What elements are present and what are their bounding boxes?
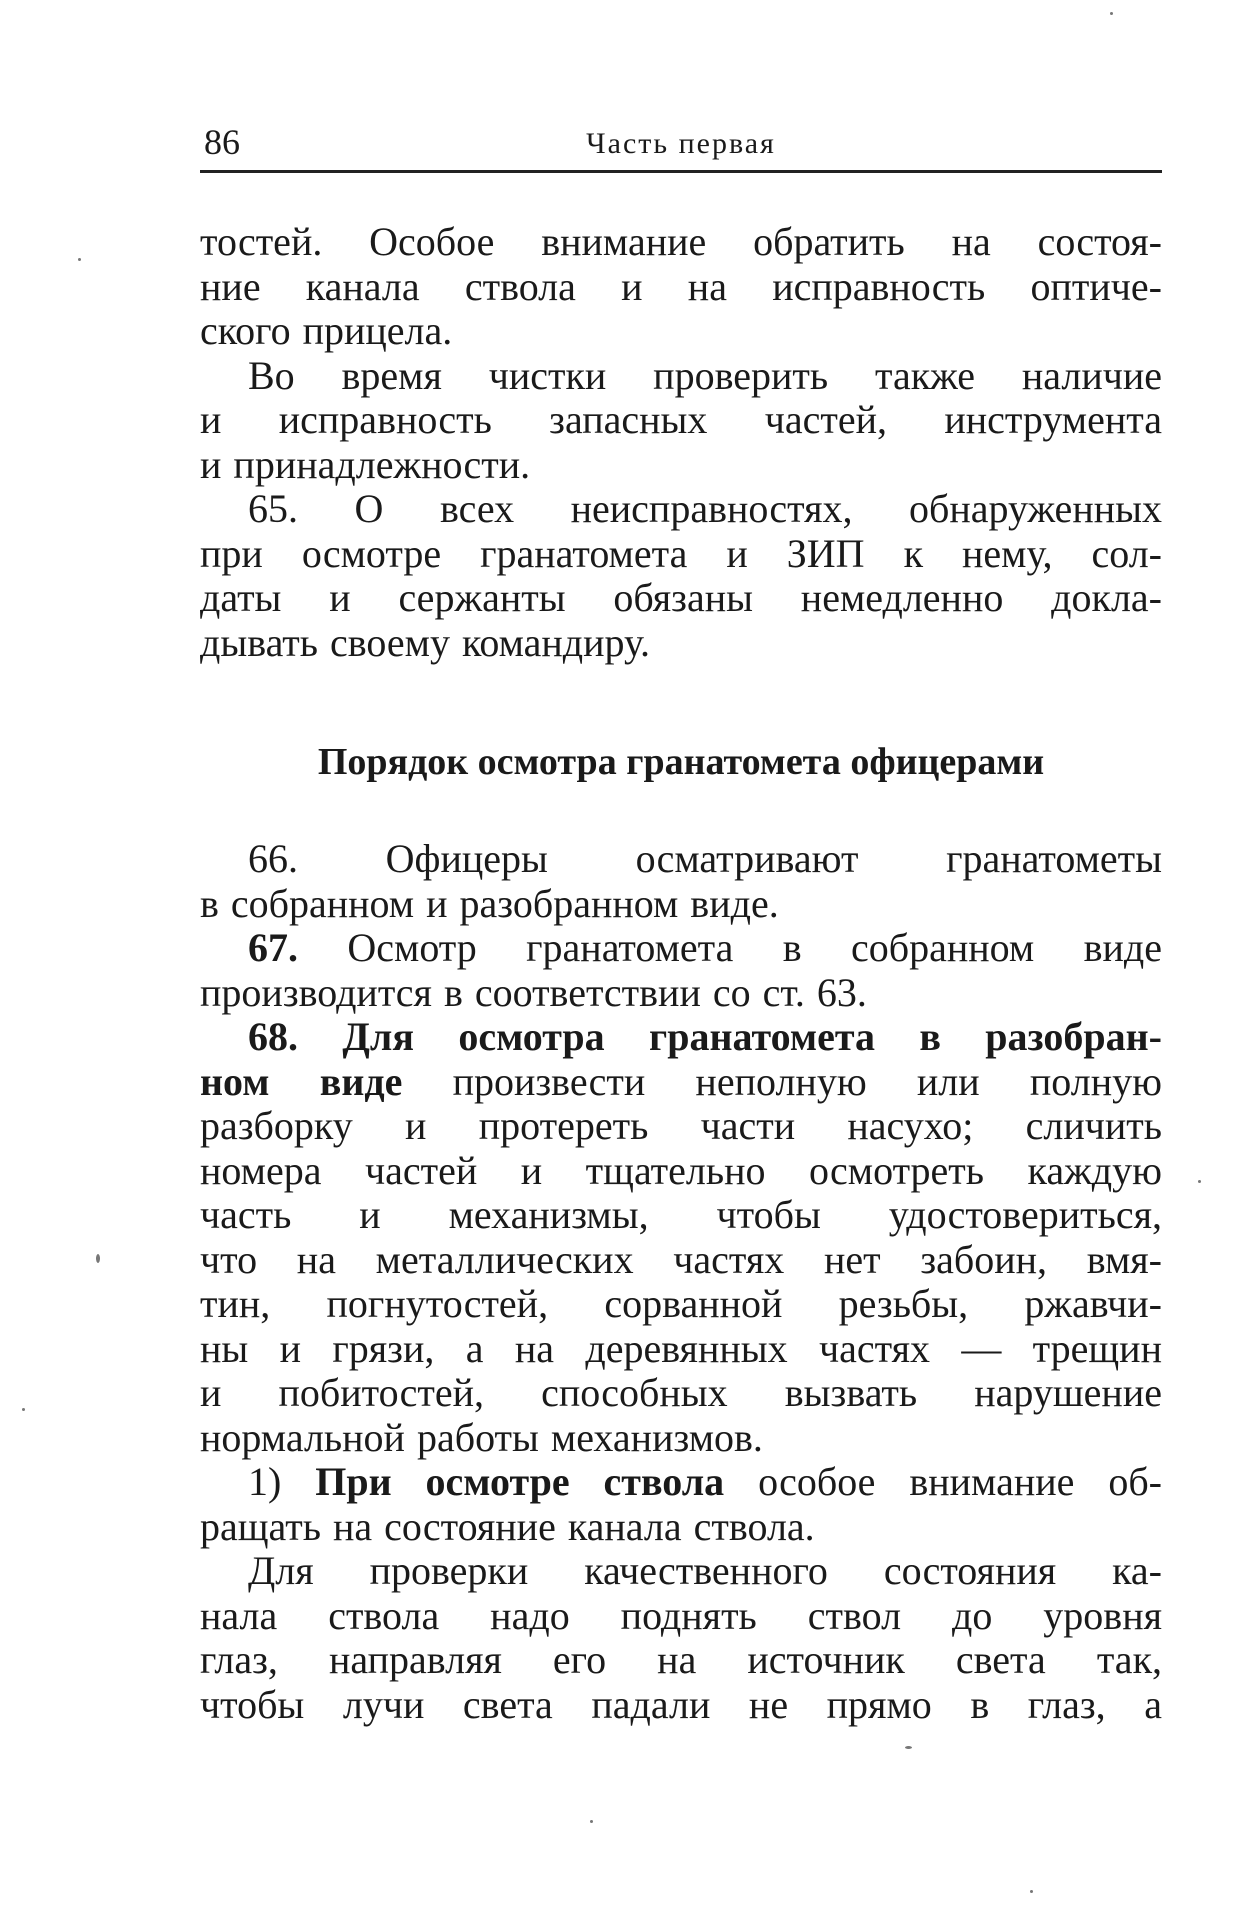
page-header (200, 118, 1162, 173)
text-line: и побитостей, способных вызвать нарушение (200, 1370, 1162, 1415)
scan-speck (1198, 1180, 1201, 1183)
text-line: что на металлических частях нет забоин, вмя- (200, 1236, 1162, 1282)
bold-lead: ном виде (200, 1058, 403, 1104)
scan-speck (78, 258, 81, 261)
paragraph (200, 1549, 1162, 1727)
text-line (200, 926, 1162, 971)
text-line: нормальной работы механизмов. (200, 1414, 763, 1460)
text-line: разборку и протереть части насухо; сличить (200, 1103, 1162, 1148)
paragraph-number: 67. (248, 925, 298, 970)
text-line: производится в соответствии со ст. 63. (200, 969, 867, 1015)
text-line: тостей. Особое внимание обратить на состоя- (200, 219, 1162, 264)
scan-speck (22, 1408, 25, 1411)
text-line: глаз, направляя его на источник света так, (200, 1637, 1162, 1682)
paragraph-68 (200, 1015, 1162, 1460)
page-body (200, 220, 1162, 1727)
text-line: и принадлежности. (200, 441, 531, 487)
text-line: ращать на состояние канала ствола. (200, 1503, 815, 1549)
text-line: дывать своему командиру. (200, 619, 651, 665)
text-line: Для проверки качественного состояния ка- (248, 1548, 1162, 1593)
text-line: 66. Офицеры осматривают гранатометы (248, 836, 1162, 881)
paragraph-67 (200, 926, 1162, 1015)
text-line: ского прицела. (200, 308, 453, 353)
scan-speck (96, 1254, 100, 1263)
text-line: номера частей и тщательно осмотреть каждую (200, 1147, 1162, 1193)
page-number: 86 (204, 122, 240, 162)
text-line: нала ствола надо поднять ствол до уровня (200, 1592, 1162, 1638)
paragraph-66 (200, 837, 1162, 926)
text-line: ны и грязи, а на деревянных частях — трещин (200, 1325, 1162, 1371)
scan-speck (1110, 12, 1113, 15)
text-line: Во время чистки проверить также наличие (248, 352, 1162, 398)
text-line: в собранном и разобранном виде. (200, 880, 779, 926)
paragraph-65 (200, 487, 1162, 665)
section-heading: Порядок осмотра гранатомета офицерами (317, 741, 1045, 783)
paragraph-item-1 (200, 1460, 1162, 1549)
text-line: 65. О всех неисправностях, обнаруженных (248, 486, 1162, 531)
scan-speck (590, 1820, 593, 1823)
text-line: чтобы лучи света падали не прямо в глаз, а (200, 1681, 1162, 1727)
scan-speck (1030, 1890, 1033, 1893)
text-line: даты и сержанты обязаны немедленно докла- (200, 575, 1162, 620)
paragraph (200, 220, 1162, 354)
bold-lead: При осмотре ствола (281, 1459, 725, 1504)
text-line (200, 1015, 1162, 1060)
text-line: ние канала ствола и на исправность оптиче- (200, 263, 1162, 309)
paragraph (200, 354, 1162, 488)
text-run: особое внимание об- (724, 1459, 1162, 1504)
text-line: и исправность запасных частей, инструмента (200, 397, 1162, 442)
text-line (200, 1060, 1162, 1105)
bold-lead: 68. Для осмотра гранатомета в разобран- (248, 1014, 1162, 1059)
text-line (200, 1460, 1162, 1505)
text-run: произвести неполную или полную (402, 1058, 1162, 1104)
text-run: Осмотр гранатомета в собранном виде (298, 925, 1162, 970)
scan-speck (905, 1746, 912, 1749)
text-line: часть и механизмы, чтобы удостовериться, (200, 1192, 1162, 1237)
running-title: Часть первая (586, 127, 776, 160)
text-line: тин, погнутостей, сорванной резьбы, ржавчи- (200, 1281, 1162, 1326)
item-number: 1) (248, 1459, 282, 1504)
text-line: при осмотре гранатомета и ЗИП к нему, сол- (200, 530, 1162, 576)
